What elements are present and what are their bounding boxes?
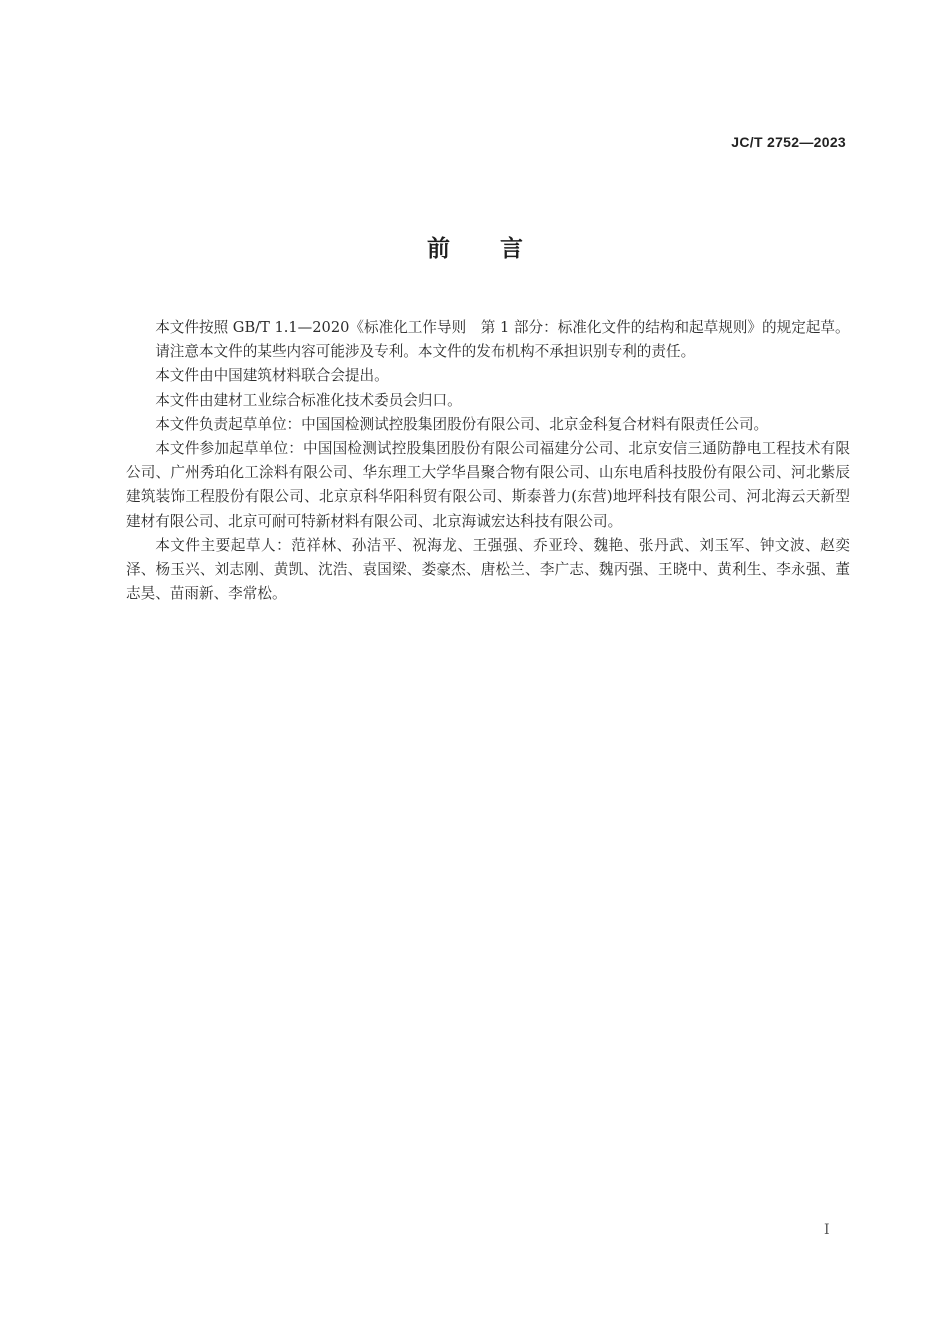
document-code: JC/T 2752—2023	[731, 134, 846, 150]
paragraph-patent-notice: 请注意本文件的某些内容可能涉及专利。本文件的发布机构不承担识别专利的责任。	[155, 343, 696, 361]
paragraph-participating-drafters: 本文件参加起草单位：中国国检测试控股集团股份有限公司福建分公司、北京安信三通防静电工程技术有限公司、广州秀珀化工涂料有限公司、华东理工大学华昌聚合物有限公司、山东电盾科技股份有限公司、河北紫辰建筑装饰工程股份有限公司、北京京科华阳科贸有限公司、斯泰普力(东营)地坪科技有限公司、河北海云天新型建材有限公司、北京可耐可特新材料有限公司、北京海诚宏达科技有限公司。	[126, 440, 850, 530]
paragraph-drafting-rules: 本文件按照 GB/T 1.1—2020《标准化工作导则 第 1 部分：标准化文件的结构和起草规则》的规定起草。	[155, 319, 850, 336]
page-title: 前言	[427, 236, 573, 262]
foreword-body	[126, 316, 850, 606]
paragraph-main-drafters: 本文件主要起草人：范祥林、孙洁平、祝海龙、王强强、乔亚玲、魏艳、张丹武、刘玉军、钟文波、赵奕泽、杨玉兴、刘志刚、黄凯、沈浩、袁国梁、娄豪杰、唐松兰、李广志、魏丙强、王晓中、黄利生、李永强、董志昊、苗雨新、李常松。	[126, 536, 850, 603]
paragraph-managed-by: 本文件由建材工业综合标准化技术委员会归口。	[155, 391, 462, 409]
paragraph-lead-drafters: 本文件负责起草单位：中国国检测试控股集团股份有限公司、北京金科复合材料有限责任公司。	[155, 415, 769, 433]
paragraph-proposed-by: 本文件由中国建筑材料联合会提出。	[155, 367, 389, 385]
page-number: I	[824, 1222, 830, 1238]
